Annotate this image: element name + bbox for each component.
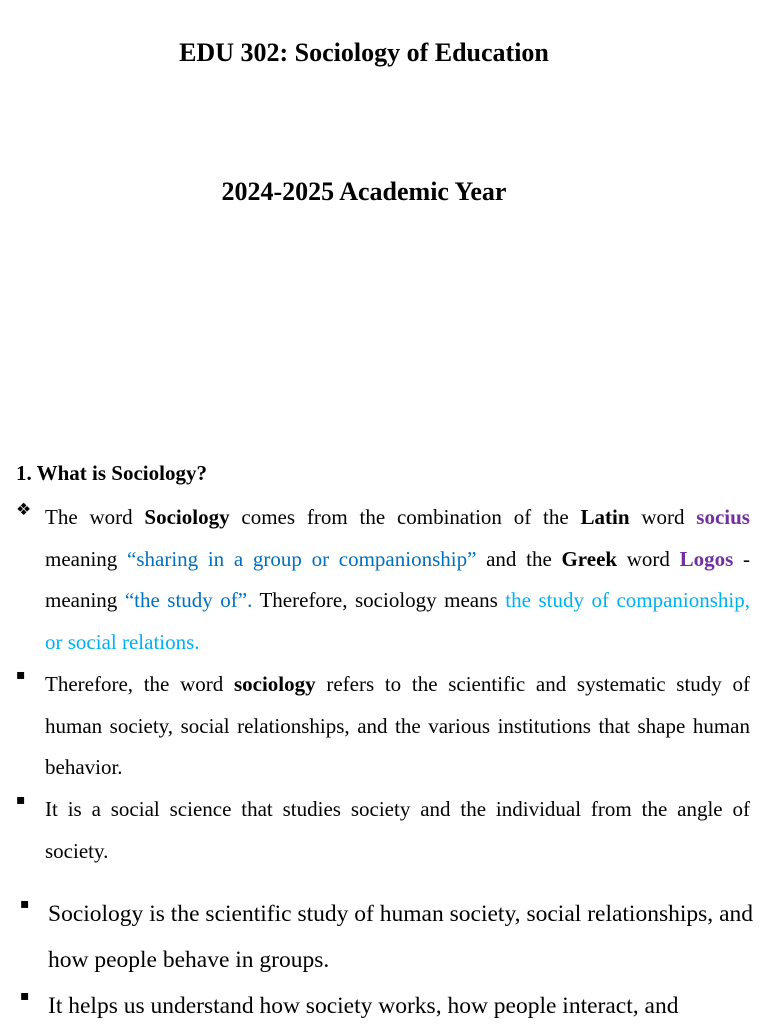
term-sociology: Sociology xyxy=(144,505,230,529)
paragraph-definition xyxy=(45,664,750,789)
term-logos: Logos xyxy=(679,546,734,571)
socius-meaning: “sharing in a group or companionship” xyxy=(127,546,477,571)
term-latin: Latin xyxy=(580,505,630,529)
text-run: Therefore, sociology means xyxy=(252,588,506,612)
text-run: word xyxy=(629,505,697,529)
square-bullet-icon: ▪ xyxy=(20,896,30,912)
diamond-bullet-icon: ❖ xyxy=(16,500,32,520)
term-greek: Greek xyxy=(561,546,618,571)
text-run: word xyxy=(617,546,680,571)
course-title: EDU 302: Sociology of Education xyxy=(179,38,549,67)
paragraph-social-science: It is a social science that studies society and the individual from the angle of society. xyxy=(45,797,750,863)
sociology-definition: the study of companionship, or social relations. xyxy=(45,588,751,654)
list-item-etymology xyxy=(16,497,750,663)
square-bullet-icon: ▪ xyxy=(16,792,26,808)
text-run: meaning xyxy=(45,546,128,571)
paragraph-scientific-study: Sociology is the scientific study of human society, social relationships, and how people behave in groups. xyxy=(48,901,753,973)
list-item-scientific-study xyxy=(20,891,753,983)
academic-year-title: 2024-2025 Academic Year xyxy=(221,177,507,206)
text-run: comes from the combination of the xyxy=(229,505,581,529)
list-item-definition xyxy=(16,664,750,789)
logos-meaning: “the study of”. xyxy=(124,588,253,612)
paragraph-understanding: It helps us understand how society works, how people interact, and xyxy=(48,993,679,1019)
section-heading: 1. What is Sociology? xyxy=(16,461,207,485)
list-item-understanding xyxy=(20,983,753,1024)
term-sociology-lower: sociology xyxy=(233,672,316,696)
text-run: The word xyxy=(45,505,145,529)
square-bullet-icon: ▪ xyxy=(20,988,30,1004)
paragraph-etymology xyxy=(45,497,750,663)
text-run: refers to the scientific and systematic study of human society, social relationships, and the various institutions that shape human behavior. xyxy=(45,672,750,779)
text-run: - meaning xyxy=(45,546,750,612)
list-item-social-science xyxy=(16,789,750,872)
text-run: and the xyxy=(476,546,562,571)
term-socius: socius xyxy=(696,505,750,529)
square-bullet-icon: ▪ xyxy=(16,667,26,683)
text-run: Therefore, the word xyxy=(45,672,234,696)
